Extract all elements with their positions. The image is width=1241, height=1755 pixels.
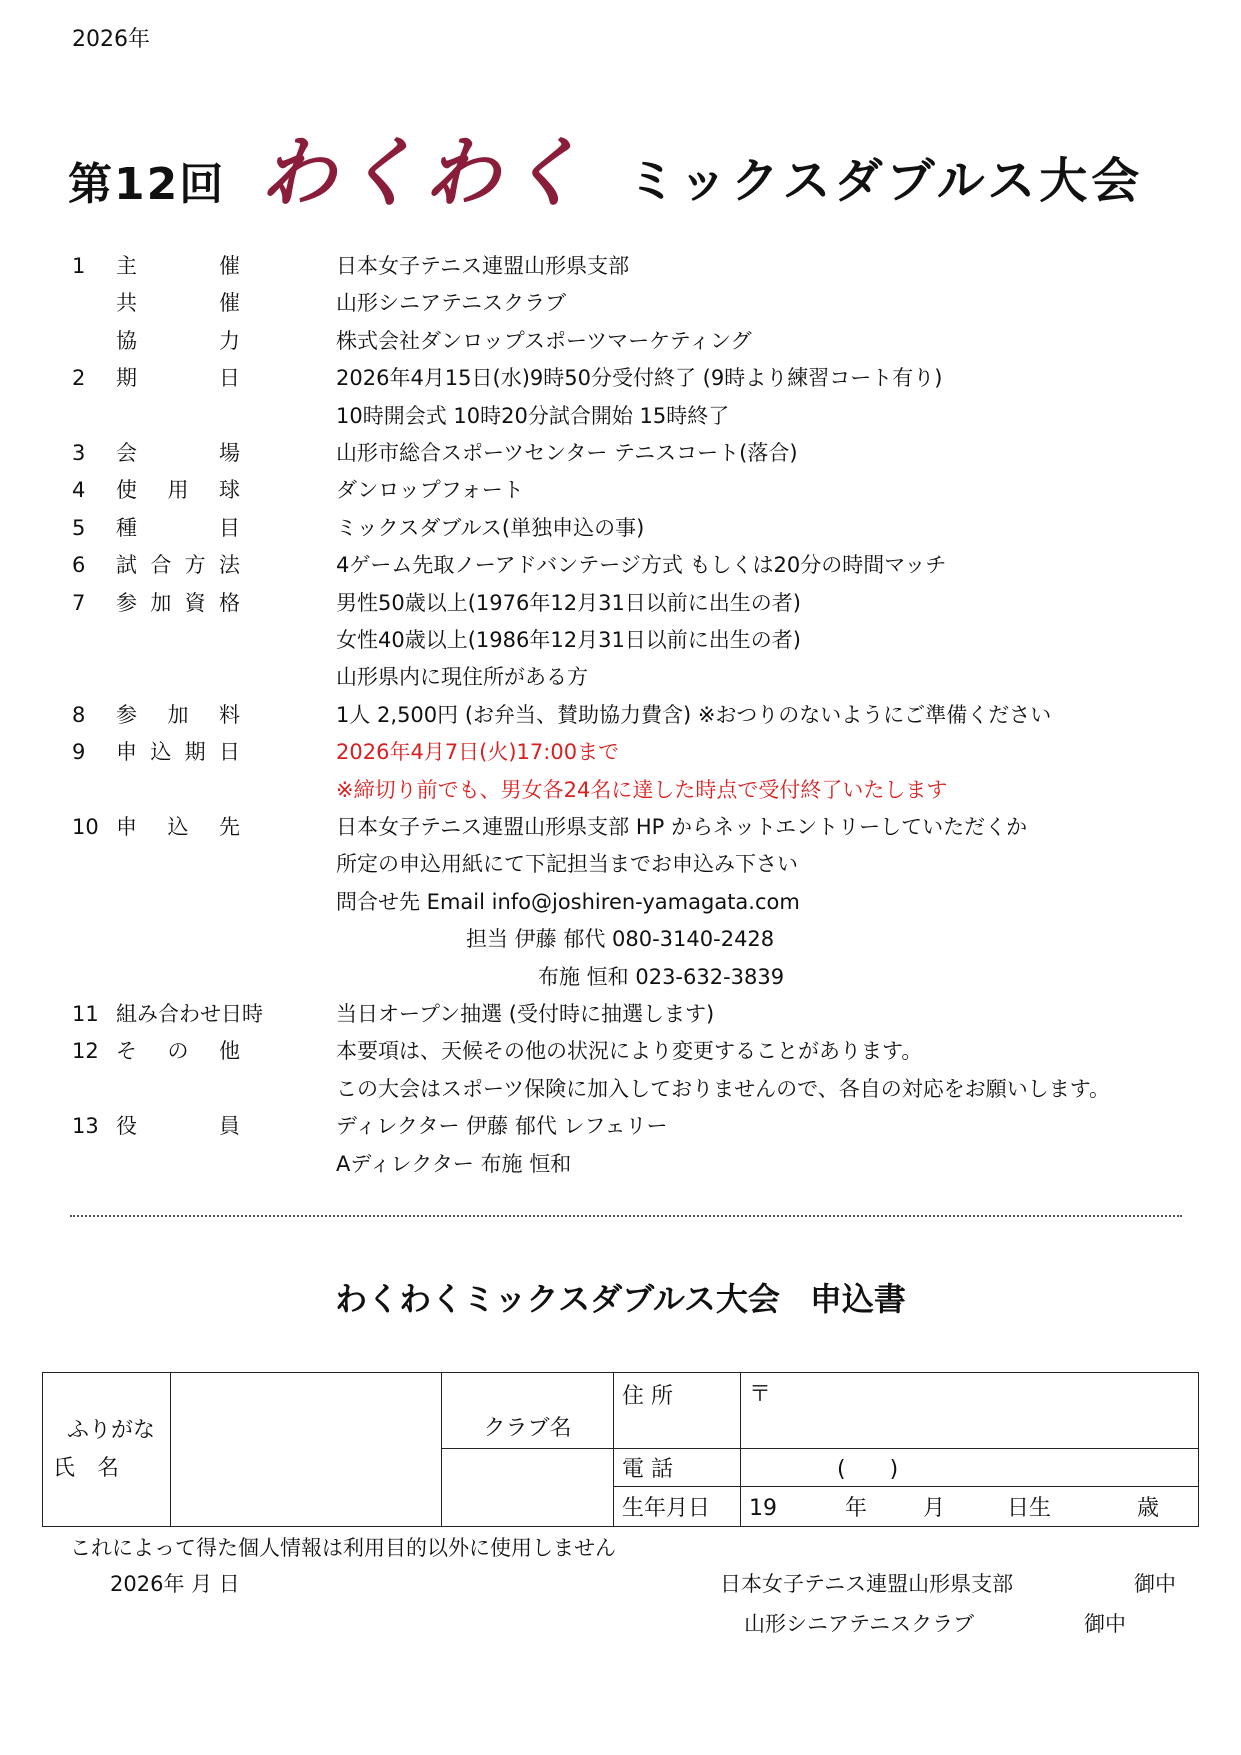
- item-value: Aディレクター 布施 恒和: [336, 1151, 572, 1176]
- item-value: 男性50歳以上(1976年12月31日以前に出生の者): [336, 590, 801, 615]
- addressee-2-suffix: 御中: [1084, 1612, 1126, 1636]
- item-label-char: 込: [150, 740, 172, 765]
- item-value: 山形シニアテニスクラブ: [336, 291, 567, 316]
- item-number: 9: [72, 740, 86, 765]
- birth-label: 生年月日: [614, 1487, 741, 1527]
- item-label-char: 方: [184, 553, 206, 578]
- item-value: 布施 恒和 023-632-3839: [538, 964, 785, 989]
- item-value: 本要項は、天候その他の状況により変更することがあります。: [336, 1039, 923, 1064]
- item-label-char: 資: [184, 590, 206, 615]
- item-label-char: そ: [116, 1039, 137, 1064]
- item-row: [0, 585, 1241, 622]
- form-title-sub: 申込書: [809, 1280, 906, 1318]
- date-line: 2026年 月 日: [110, 1572, 240, 1596]
- item-value: 2026年4月15日(水)9時50分受付終了 (9時より練習コート有り): [336, 366, 943, 391]
- item-value: 問合せ先 Email info@joshiren-yamagata.com: [336, 889, 800, 914]
- item-row: [0, 959, 1241, 996]
- name-label-cell: [43, 1373, 171, 1527]
- item-row: [0, 996, 1241, 1033]
- item-label-char: 主: [116, 254, 137, 278]
- item-label: [116, 1033, 240, 1070]
- item-label: [116, 697, 240, 734]
- furigana-label: ふりがな: [67, 1417, 156, 1443]
- item-label-char: 場: [219, 441, 240, 465]
- item-row: [0, 1108, 1241, 1145]
- item-label: [116, 248, 240, 285]
- item-label-char: 種: [116, 515, 137, 540]
- item-row: [0, 1071, 1241, 1108]
- phone-input[interactable]: [741, 1449, 1199, 1487]
- privacy-note: これによって得た個人情報は利用目的以外に使用しません: [70, 1536, 616, 1560]
- item-label-char: 催: [219, 291, 240, 316]
- item-row: [0, 398, 1241, 435]
- item-label-char: 加: [150, 590, 172, 615]
- item-value: 10時開会式 10時20分試合開始 15時終了: [336, 403, 730, 428]
- name-input[interactable]: [171, 1373, 442, 1527]
- item-label: [116, 323, 240, 360]
- form-title: [0, 1274, 1241, 1320]
- item-value: ダンロップフォート: [336, 478, 524, 503]
- address-label: 住 所: [614, 1373, 741, 1449]
- item-row: [0, 772, 1241, 809]
- item-label-char: 期: [116, 366, 137, 391]
- item-label-char: 組み合わせ日時: [116, 1002, 263, 1026]
- item-number: 13: [72, 1114, 99, 1139]
- item-number: 7: [72, 590, 86, 615]
- title-event: ミックスダブルス大会: [628, 153, 1144, 209]
- item-row: [0, 659, 1241, 696]
- item-row: [0, 697, 1241, 734]
- item-row: [0, 285, 1241, 322]
- item-row: [0, 360, 1241, 397]
- item-label-char: 期: [184, 740, 206, 765]
- item-label-char: 使: [116, 478, 137, 503]
- birth-day-unit: 日生: [1007, 1496, 1052, 1521]
- item-row: [0, 435, 1241, 472]
- item-value: 山形市総合スポーツセンター テニスコート(落合): [336, 441, 798, 465]
- form-title-main: わくわくミックスダブルス大会: [335, 1280, 780, 1318]
- item-label-char: 格: [218, 590, 240, 615]
- item-value: 担当 伊藤 郁代 080-3140-2428: [466, 927, 775, 952]
- item-number: 11: [72, 1002, 99, 1026]
- item-value: この大会はスポーツ保険に加入しておりませんので、各自の対応をお願いします。: [336, 1076, 1111, 1101]
- item-value: 日本女子テニス連盟山形県支部: [336, 254, 630, 278]
- address-input[interactable]: [741, 1373, 1199, 1449]
- item-label-char: 用: [167, 478, 189, 503]
- item-label-char: 会: [116, 441, 137, 465]
- item-label-char: の: [167, 1039, 189, 1064]
- item-label-char: 日: [218, 740, 240, 765]
- item-label-char: 共: [116, 291, 137, 316]
- item-label-char: 参: [116, 590, 137, 615]
- item-row: [0, 809, 1241, 846]
- cut-line-divider: [70, 1215, 1182, 1217]
- club-label: クラブ名: [442, 1373, 614, 1449]
- item-label-char: 役: [116, 1114, 137, 1139]
- item-label-char: 球: [219, 478, 240, 503]
- item-label: [116, 510, 240, 547]
- item-label-char: 参: [116, 702, 137, 727]
- item-label: [116, 809, 240, 846]
- item-value: 1人 2,500円 (お弁当、賛助協力費含) ※おつりのないようにご準備ください: [336, 702, 1052, 727]
- item-label: [116, 285, 240, 322]
- birth-19: 19: [749, 1496, 777, 1521]
- item-row: [0, 846, 1241, 883]
- item-row: [0, 884, 1241, 921]
- item-value: 株式会社ダンロップスポーツマーケティング: [336, 328, 752, 353]
- item-label-char: 他: [219, 1039, 240, 1064]
- item-label-char: 員: [219, 1114, 240, 1139]
- application-form-table: [42, 1372, 1199, 1527]
- item-label: [116, 472, 240, 509]
- item-value: ディレクター 伊藤 郁代 レフェリー: [336, 1114, 668, 1139]
- item-number: 6: [72, 553, 86, 578]
- age-unit: 歳: [1137, 1496, 1160, 1521]
- item-label-char: 目: [219, 515, 240, 540]
- item-label: [116, 547, 240, 584]
- item-value: 4ゲーム先取ノーアドバンテージ方式 もしくは20分の時間マッチ: [336, 553, 947, 578]
- addressee-1: 日本女子テニス連盟山形県支部: [720, 1572, 1014, 1596]
- item-label-char: 申: [116, 740, 137, 765]
- item-value: 所定の申込用紙にて下記担当までお申込み下さい: [336, 852, 798, 877]
- item-row: [0, 472, 1241, 509]
- name-label: 氏 名: [53, 1455, 120, 1481]
- item-label-char: 加: [167, 702, 189, 727]
- item-label-char: 料: [219, 702, 240, 727]
- item-value: 女性40歳以上(1986年12月31日以前に出生の者): [336, 628, 801, 652]
- item-row: [0, 1146, 1241, 1183]
- item-value: 2026年4月7日(火)17:00まで: [336, 740, 620, 765]
- item-value: 当日オープン抽選 (受付時に抽選します): [336, 1002, 715, 1026]
- item-label-char: 込: [167, 815, 189, 839]
- item-label: [116, 585, 240, 622]
- item-number: 2: [72, 366, 86, 391]
- item-label: [116, 360, 240, 397]
- phone-area-paren: ( ): [837, 1457, 899, 1482]
- title-edition: 第12回: [68, 159, 226, 210]
- item-label-char: 力: [219, 328, 240, 353]
- item-label-char: 催: [219, 254, 240, 278]
- item-row: [0, 510, 1241, 547]
- item-label: [116, 734, 240, 771]
- item-label-char: 協: [116, 328, 137, 353]
- item-row: [0, 248, 1241, 285]
- item-label: [116, 435, 240, 472]
- club-input[interactable]: [442, 1449, 614, 1527]
- item-row: [0, 622, 1241, 659]
- item-row: [0, 921, 1241, 958]
- item-value: ミックスダブルス(単独申込の事): [336, 515, 645, 540]
- item-label-char: 試: [116, 553, 137, 578]
- item-label-char: 法: [218, 553, 240, 578]
- birth-input[interactable]: [741, 1487, 1199, 1527]
- item-label-char: 申: [116, 815, 137, 839]
- item-label-char: 先: [219, 815, 240, 839]
- item-label-char: 日: [219, 366, 240, 391]
- item-number: 3: [72, 441, 86, 465]
- item-label: [116, 1108, 240, 1145]
- item-label: [116, 996, 263, 1033]
- title-logo-wakuwaku: わくわく: [260, 128, 588, 217]
- item-row: [0, 323, 1241, 360]
- item-number: 12: [72, 1039, 99, 1064]
- item-row: [0, 734, 1241, 771]
- item-number: 8: [72, 702, 86, 727]
- item-value: ※締切り前でも、男女各24名に達した時点で受付終了いたします: [336, 777, 948, 802]
- item-row: [0, 1033, 1241, 1070]
- item-number: 10: [72, 815, 99, 839]
- year-header: 2026年: [72, 27, 150, 52]
- item-number: 4: [72, 478, 86, 503]
- birth-year-unit: 年: [845, 1496, 868, 1521]
- item-value: 日本女子テニス連盟山形県支部 HP からネットエントリーしていただくか: [336, 815, 1028, 839]
- addressee-2: 山形シニアテニスクラブ: [744, 1612, 975, 1636]
- birth-month-unit: 月: [923, 1496, 946, 1521]
- postal-mark: 〒: [749, 1382, 772, 1407]
- phone-label: 電 話: [614, 1449, 741, 1487]
- item-number: 5: [72, 515, 86, 540]
- addressee-1-suffix: 御中: [1134, 1572, 1176, 1596]
- item-row: [0, 547, 1241, 584]
- item-value: 山形県内に現住所がある方: [336, 665, 588, 690]
- item-number: 1: [72, 254, 86, 278]
- item-label-char: 合: [150, 553, 172, 578]
